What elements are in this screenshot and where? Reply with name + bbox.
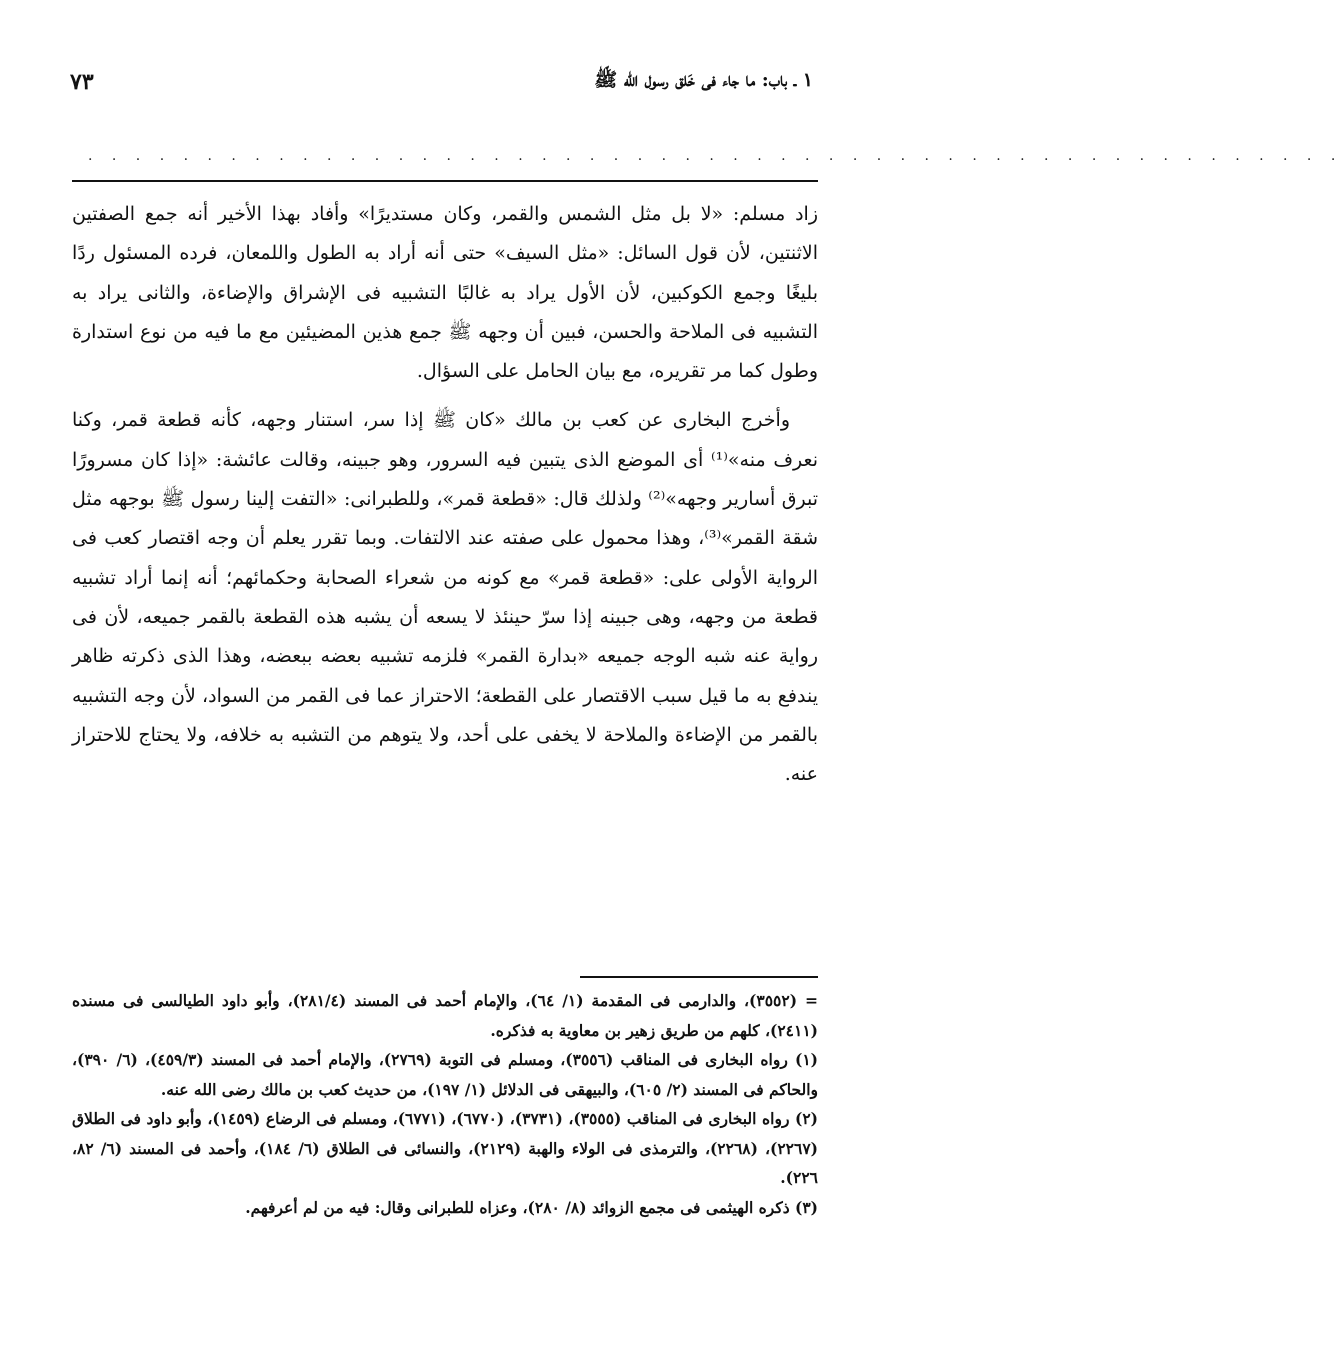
- footnote-rule: [580, 976, 818, 978]
- page-number: ٧٣: [70, 69, 94, 95]
- footnote-2: (٢) رواه البخارى فى المناقب (٣٥٥٥)، (٣٧٣١)، (٦٧٧٠)، (٦٧٧١)، ومسلم فى الرضاع (١٤٥٩)، وأبو داود فى الطلاق (٢٢٦٧)، (٢٢٦٨)، والترمذى فى الولاء والهبة (٢١٢٩)، والنسائى فى الطلاق (٦/ ١٨٤)، وأحمد فى المسند (٦/ ٨٢، ٢٢٦).: [72, 1109, 819, 1187]
- page-header: [70, 62, 813, 102]
- footnote-continuation: = (٣٥٥٢)، والدارمى فى المقدمة (١/ ٦٤)، والإمام أحمد فى المسند (٢٨١/٤)، وأبو داود الطيالسى فى مسنده (٢٤١١)، كلهم من طريق زهير بن معاوية به فذكره.: [72, 991, 818, 1040]
- running-title: ١ ـ باب: ما جاء فى خَلق رسول الله ﷺ: [594, 69, 813, 91]
- footnote-1: (١) رواه البخارى فى المناقب (٣٥٥٦)، ومسلم فى التوبة (٢٧٦٩)، والإمام أحمد فى المسند (٤٥٩/٣)، (٦/ ٣٩٠)، والحاكم فى المسند (٢/ ٦٠٥)، والبيهقى فى الدلائل (١/ ١٩٧)، من حديث كعب بن مالك رضى الله عنه.: [72, 1050, 819, 1099]
- footnote-3: (٣) ذكره الهيثمى فى مجمع الزوائد (٨/ ٢٨٠)، وعزاه للطبرانى وقال: فيه من لم أعرفهم.: [245, 1197, 818, 1217]
- header-rule: [72, 180, 818, 182]
- paragraph-2: وأخرج البخارى عن كعب بن مالك «كان ﷺ إذا سر، استنار وجهه، كأنه قطعة قمر، وكنا نعرف منه»⁽¹⁾ أى الموضع الذى يتبين فيه السرور، وهو جبينه، وقالت عائشة: «إذا كان مسرورًا تبرق أسارير وجهه»⁽²⁾ ولذلك قال: «قطعة قمر»، وللطبرانى: «التفت إلينا رسول ﷺ بوجهه مثل شقة القمر»⁽³⁾، وهذا محمول على صفته عند الالتفات. وبما تقرر يعلم أن وجه اقتصار كعب فى الرواية الأولى على: «قطعة قمر» مع كونه من شعراء الصحابة وحكمائهم؛ أنه إنما أراد تشبيه قطعة من وجهه، وهى جبينه إذا سرّ حينئذ لا يسعه أن يشبه هذه القطعة بالقمر جميعه، لأن فى رواية عنه شبه الوجه جميعه «بدارة القمر» فلزمه تشبيه بعضه ببعضه، وهذا الذى ذكرته ظاهر يندفع به ما قيل سبب الاقتصار على القطعة؛ الاحتراز عما فى القمر من السواد، لأن وجه التشبيه بالقمر من الإضاءة والملاحة لا يخفى على أحد، ولا يتوهم من التشبه به خلافه، ولا يحتاج للاحتراز عنه.: [72, 409, 819, 786]
- footnotes: [72, 986, 818, 1222]
- dotted-separator: . . . . . . . . . . . . . . . . . . . . . . . . . . . . . . . . . . . . . . . . . . . . . . . . . . . . .: [88, 148, 1343, 164]
- main-text: [72, 195, 818, 794]
- paragraph-1: زاد مسلم: «لا بل مثل الشمس والقمر، وكان مستديرًا» وأفاد بهذا الأخير أنه جمع الصفتين الاثنتين، لأن قول السائل: «مثل السيف» حتى أنه أراد به الطول واللمعان، فرده المسئول ردًا بليغًا وجمع الكوكبين، لأن الأول يراد به غالبًا التشبيه فى الإشراق والإضاءة، والثانى يراد به التشبيه فى الملاحة والحسن، فبين أن وجهه ﷺ جمع هذين المضيئين مع ما فيه من نوع استدارة وطول كما مر تقريره، مع بيان الحامل على السؤال.: [72, 203, 818, 383]
